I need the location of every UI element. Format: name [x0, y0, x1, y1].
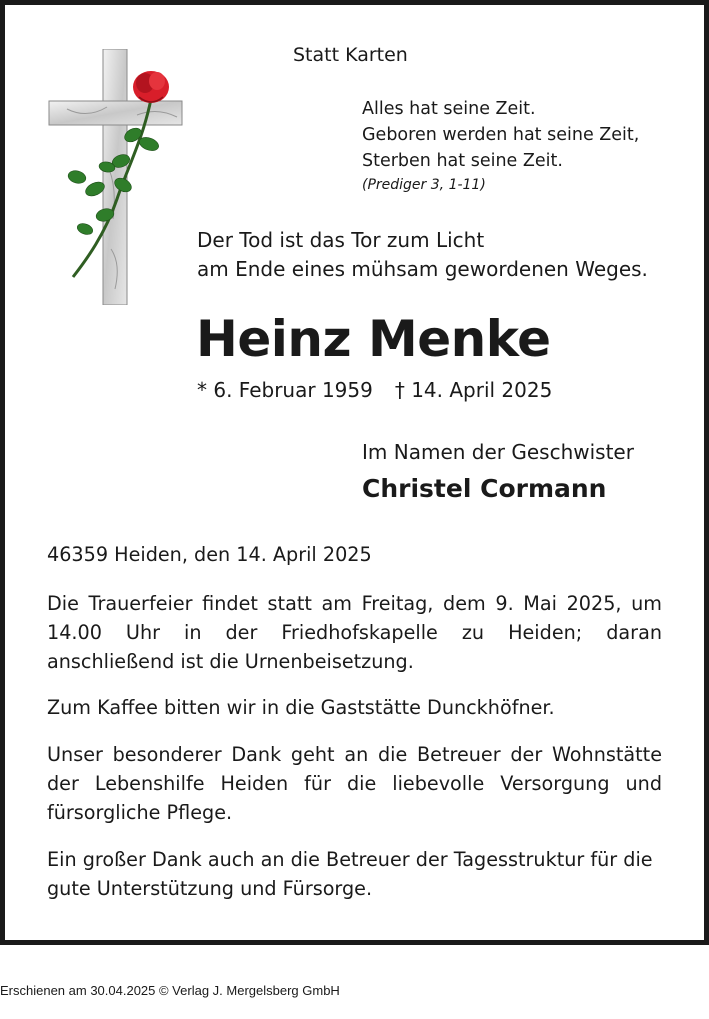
motto	[197, 226, 648, 284]
motto-line: Der Tod ist das Tor zum Licht	[197, 228, 485, 252]
quote-line: Sterben hat seine Zeit.	[362, 151, 563, 171]
family-signature: Christel Cormann	[362, 474, 607, 503]
place-date: 46359 Heiden, den 14. April 2025	[47, 543, 372, 566]
thanks-paragraph: Unser besonderer Dank geht an die Betreuer der Wohnstätte der Lebenshilfe Heiden für die liebevolle Versorgung und fürsorgliche Pflege.	[47, 743, 662, 824]
death-date: † 14. April 2025	[394, 378, 553, 402]
birth-date: * 6. Februar 1959	[197, 378, 373, 402]
header-note: Statt Karten	[293, 44, 408, 66]
quote-line: Geboren werden hat seine Zeit,	[362, 125, 640, 145]
deceased-name: Heinz Menke	[196, 310, 551, 368]
bible-quote	[362, 96, 639, 196]
family-intro: Im Namen der Geschwister	[362, 440, 634, 464]
quote-source: (Prediger 3, 1-11)	[362, 177, 486, 193]
cross-with-rose-icon	[47, 49, 184, 305]
coffee-paragraph: Zum Kaffee bitten wir in die Gaststätte Dunckhöfner.	[47, 696, 555, 719]
quote-line: Alles hat seine Zeit.	[362, 99, 536, 119]
publication-footer: Erschienen am 30.04.2025 © Verlag J. Mergelsberg GmbH	[0, 983, 340, 998]
life-dates	[197, 378, 552, 402]
thanks-paragraph-2: Ein großer Dank auch an die Betreuer der Tagesstruktur für die gute Unterstützung und Fürsorge.	[47, 848, 653, 900]
motto-line: am Ende eines mühsam gewordenen Weges.	[197, 257, 648, 281]
funeral-paragraph: Die Trauerfeier findet statt am Freitag, dem 9. Mai 2025, um 14.00 Uhr in der Friedhofskapelle zu Heiden; daran anschließend ist die Urnenbeisetzung.	[47, 592, 662, 673]
